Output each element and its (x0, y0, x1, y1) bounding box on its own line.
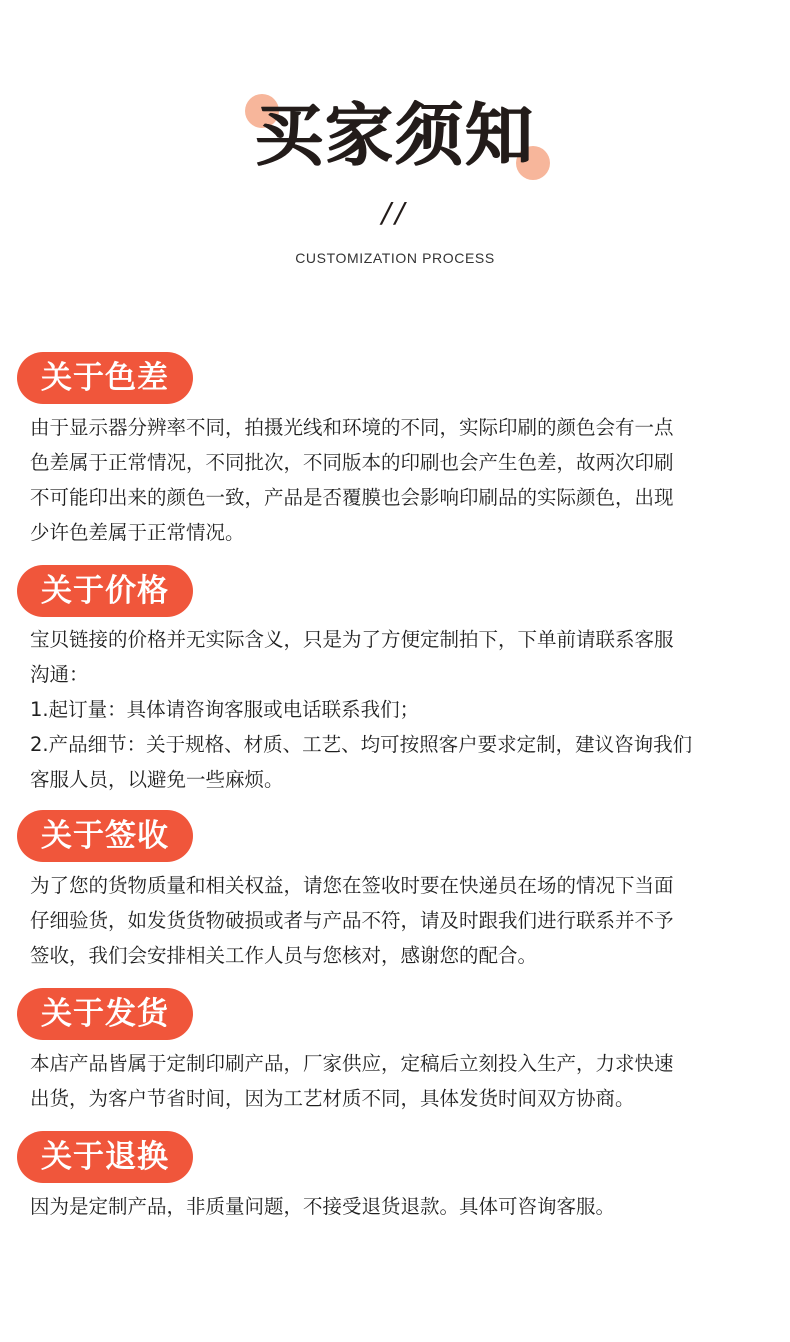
section-heading: 关于退换 (17, 1131, 193, 1183)
section-heading: 关于发货 (17, 988, 193, 1040)
section-body: 宝贝链接的价格并无实际含义，只是为了方便定制拍下，下单前请联系客服 沟通： 1.起订量：具体请咨询客服或电话联系我们； 2.产品细节：关于规格、材质、工艺、均可按照客户要求定制，建议咨询我们 客服人员，以避免一些麻烦。 (30, 628, 693, 791)
section-body: 本店产品皆属于定制印刷产品，厂家供应，定稿后立刻投入生产，力求快速 出货，为客户节省时间，因为工艺材质不同，具体发货时间双方协商。 (30, 1052, 674, 1110)
section-body: 因为是定制产品，非质量问题，不接受退货退款。具体可咨询客服。 (30, 1195, 616, 1218)
section-heading: 关于色差 (17, 352, 193, 404)
title-divider: // (381, 196, 409, 229)
section-body: 为了您的货物质量和相关权益，请您在签收时要在快递员在场的情况下当面 仔细验货，如发货货物破损或者与产品不符，请及时跟我们进行联系并不予 签收，我们会安排相关工作人员与您核对，感谢您的配合。 (30, 874, 674, 967)
section-heading: 关于价格 (17, 565, 193, 617)
section-body: 由于显示器分辨率不同，拍摄光线和环境的不同，实际印刷的颜色会有一点 色差属于正常情况，不同批次，不同版本的印刷也会产生色差，故两次印刷 不可能印出来的颜色一致，产品是否覆膜也会影响印刷品的实际颜色，出现 少许色差属于正常情况。 (30, 416, 674, 544)
section-heading: 关于签收 (17, 810, 193, 862)
page-subtitle: CUSTOMIZATION PROCESS (295, 250, 495, 266)
header (0, 0, 790, 300)
page-title: 买家须知 (254, 97, 535, 176)
